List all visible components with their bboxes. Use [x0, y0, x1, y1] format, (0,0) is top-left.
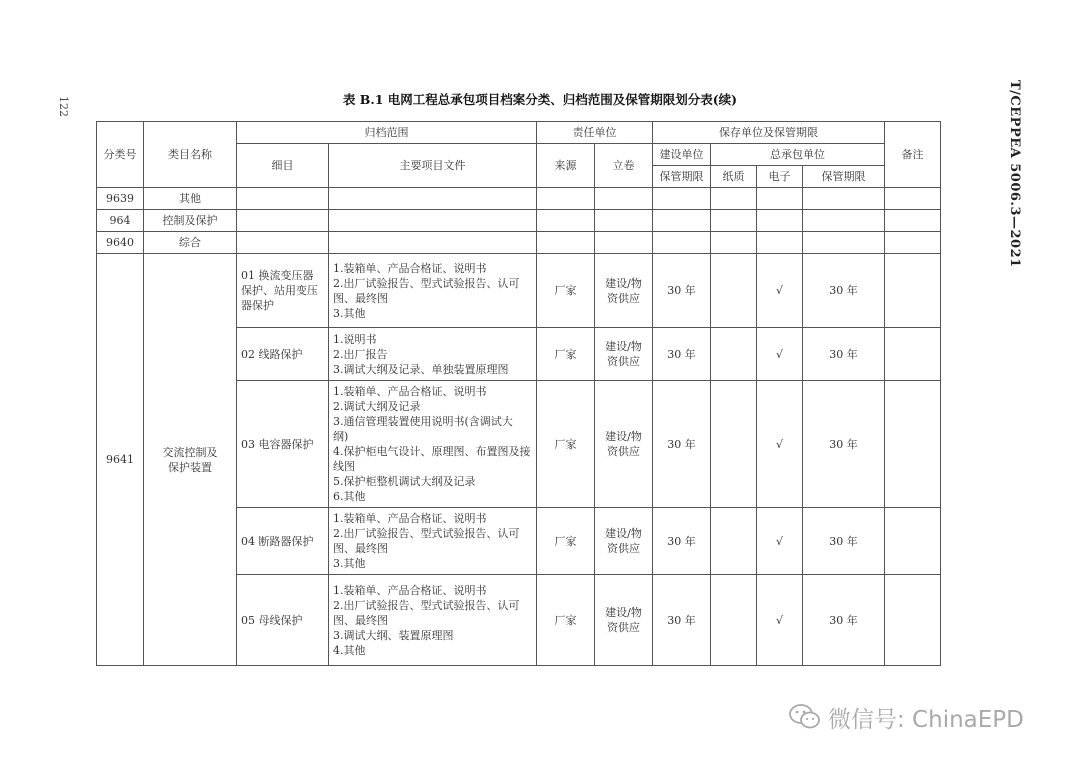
header-owner: 建设单位 [653, 144, 711, 166]
header-scope: 归档范围 [237, 122, 537, 144]
header-contractor: 总承包单位 [711, 144, 885, 166]
row-paper [711, 254, 757, 328]
watermark-text: 微信号: ChinaEPD [828, 706, 1024, 733]
row-code: 9640 [97, 232, 144, 254]
row-code: 964 [97, 210, 144, 232]
row-owner-period: 30 年 [653, 381, 711, 508]
row-filing: 建设/物 资供应 [595, 254, 653, 328]
row-owner-period: 30 年 [653, 254, 711, 328]
archive-classification-table [96, 121, 941, 666]
row-source: 厂家 [537, 328, 595, 381]
group-code: 9641 [97, 254, 144, 666]
row-files: 1.装箱单、产品合格证、说明书 2.调试大纲及记录 3.通信管理装置使用说明书(含调试大 纲) 4.保护柜电气设计、原理图、布置图及接 线图 5.保护柜整机调试大纲及记录 6.其他 [333, 385, 531, 503]
row-source: 厂家 [537, 508, 595, 575]
header-contractor-period: 保管期限 [803, 166, 885, 188]
header-name: 类目名称 [144, 122, 237, 188]
table-title: 表 B.1 电网工程总承包项目档案分类、归档范围及保管期限划分表(续) [342, 92, 738, 107]
header-paper: 纸质 [711, 166, 757, 188]
header-files: 主要项目文件 [329, 144, 537, 188]
standard-code: T/CEPPEA 5006.3—2021 [1007, 80, 1022, 268]
row-detail: 03 电容器保护 [237, 381, 329, 508]
row-detail: 05 母线保护 [237, 575, 329, 666]
row-filing: 建设/物 资供应 [595, 575, 653, 666]
page-number: 122 [57, 96, 70, 117]
row-paper [711, 328, 757, 381]
table-row [97, 188, 941, 210]
row-electronic: √ [757, 254, 803, 328]
row-name: 综合 [144, 232, 237, 254]
header-detail: 细目 [237, 144, 329, 188]
header-owner-period: 保管期限 [653, 166, 711, 188]
header-remarks: 备注 [885, 122, 941, 188]
row-files: 1.装箱单、产品合格证、说明书 2.出厂试验报告、型式试验报告、认可 图、最终图 3.调试大纲、装置原理图 4.其他 [333, 583, 520, 657]
row-paper [711, 575, 757, 666]
row-contractor-period: 30 年 [803, 381, 885, 508]
row-name: 其他 [144, 188, 237, 210]
header-source: 来源 [537, 144, 595, 188]
table-row [97, 210, 941, 232]
row-files: 1.装箱单、产品合格证、说明书 2.出厂试验报告、型式试验报告、认可 图、最终图 3.其他 [333, 512, 520, 570]
row-name: 控制及保护 [144, 210, 237, 232]
row-paper [711, 381, 757, 508]
row-detail: 04 断路器保护 [237, 508, 329, 575]
row-contractor-period: 30 年 [803, 508, 885, 575]
header-code: 分类号 [97, 122, 144, 188]
row-owner-period: 30 年 [653, 575, 711, 666]
row-filing: 建设/物 资供应 [595, 328, 653, 381]
row-filing: 建设/物 资供应 [595, 381, 653, 508]
row-detail: 01 换流变压器 保护、站用变压 器保护 [237, 254, 329, 328]
row-paper [711, 508, 757, 575]
row-source: 厂家 [537, 575, 595, 666]
header-retention: 保存单位及保管期限 [653, 122, 885, 144]
row-owner-period: 30 年 [653, 328, 711, 381]
wechat-watermark [788, 702, 1024, 732]
row-detail: 02 线路保护 [237, 328, 329, 381]
row-electronic: √ [757, 575, 803, 666]
row-code: 9639 [97, 188, 144, 210]
header-filing: 立卷 [595, 144, 653, 188]
group-name: 交流控制及 保护装置 [144, 254, 237, 666]
row-source: 厂家 [537, 381, 595, 508]
row-electronic: √ [757, 508, 803, 575]
header-responsible: 责任单位 [537, 122, 653, 144]
row-contractor-period: 30 年 [803, 575, 885, 666]
row-electronic: √ [757, 381, 803, 508]
row-filing: 建设/物 资供应 [595, 508, 653, 575]
wechat-icon [788, 703, 822, 731]
table-row [97, 232, 941, 254]
row-files: 1.装箱单、产品合格证、说明书 2.出厂试验报告、型式试验报告、认可 图、最终图 3.其他 [333, 261, 520, 320]
row-electronic: √ [757, 328, 803, 381]
header-electronic: 电子 [757, 166, 803, 188]
table-row [97, 254, 941, 328]
row-contractor-period: 30 年 [803, 328, 885, 381]
row-files: 1.说明书 2.出厂报告 3.调试大纲及记录、单独装置原理图 [333, 332, 509, 376]
row-owner-period: 30 年 [653, 508, 711, 575]
row-source: 厂家 [537, 254, 595, 328]
row-contractor-period: 30 年 [803, 254, 885, 328]
